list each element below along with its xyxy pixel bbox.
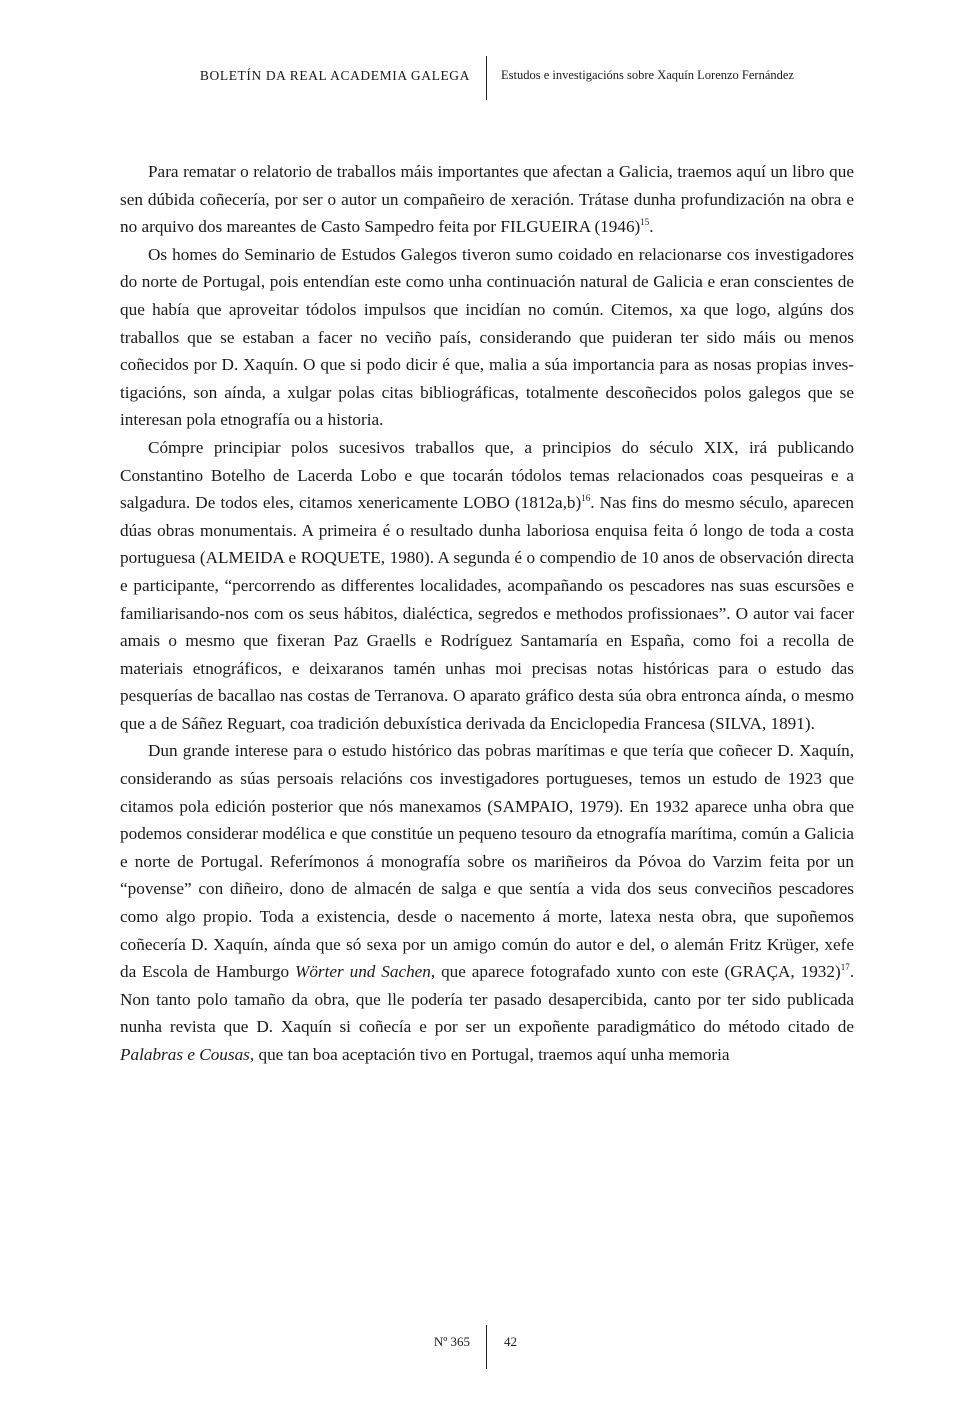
paragraph-2: Os homes do Seminario de Estudos Galegos tiveron sumo coidado en relacionarse cos investigadores do norte de Portugal, pois entendían este como unha continuación natural de Galicia e eran conscientes de que había que aproveitar tódolos impulsos que incidían no común. Citemos, xa que logo, algúns dos traballos que se estaban a facer no veciño país, considerando que puideran ter sido máis ou menos coñecidos por D. Xaquín. O que si podo dicir é que, malia a súa importancia para as nosas propias investigacións, son aínda, a xulgar polas citas bibliográficas, totalmente descoñecidos polos galegos que se interesan pola etnografía ou a historia.	[120, 244, 854, 430]
page-number: 42	[504, 1334, 517, 1349]
footnote-ref-15[interactable]: 15	[640, 217, 650, 228]
page-footer	[0, 1325, 975, 1369]
issue-number: Nº 365	[433, 1334, 470, 1349]
italic-term-palabras-e-cousas: Palabras e Cousas	[120, 1045, 250, 1064]
article-body	[120, 158, 854, 1069]
header-divider	[486, 56, 487, 100]
section-title: Estudos e investigacións sobre Xaquín Lorenzo Fernández	[501, 68, 794, 82]
footnote-ref-17[interactable]: 17	[840, 962, 850, 973]
footer-divider	[486, 1325, 487, 1369]
paragraph-3: Cómpre principiar polos sucesivos traballos que, a principios do século XIX, irá publicando Constantino Botelho de Lacerda Lobo e que tocarán tódolos temas relacionados coas pesqueiras e a salgadura. De todos eles, citamos xenericamente LOBO $(1812a,b)^{16}$. Nas fins do mesmo século, aparecen dúas obras monumentais. A primeira é o resultado dunha laboriosa enquisa feita ó longo de toda a costa portuguesa (ALMEIDA e ROQUETE, 1980). A segunda é o compendio de 10 anos de observación directa e participante, “percorrendo as differentes localidades, acompañando os pescadores nas suas escursões e familiarisando-nos com os seus hábitos, dialéctica, segredos e methodos profissionaes”. O autor vai facer amais o mesmo que fixeran Paz Graells e Rodríguez Santamaría en España, como foi a recolla de materiais etnográficos, e deixaranos tamén unhas moi precisas notas históricas para o estudo das pesquerías de bacallao nas costas de Terranova. O aparato gráfico desta súa obra entronca aínda, o mesmo que a de Sáñez Reguart, coa tradición debuxística derivada da Enciclopedia Francesa (SILVA, 1891).	[120, 437, 854, 733]
paragraph-4: Dun grande interese para o estudo histórico das pobras marítimas e que tería que coñecer D. Xaquín, considerando as súas persoais relacións cos investigadores portugueses, temos un estudo de 1923 que citamos pola edición posterior que nós manexamos (SAMPAIO, 1979). En 1932 aparece unha obra que podemos considerar modélica e que constitúe un pequeno tesouro da etnografía marítima, común a Galicia e norte de Portugal. Referímonos á monografía sobre os mariñeiros da Póvoa do Varzim feita por un “povense” con diñeiro, dono de almacén de salga e que sentía a vida dos seus conveciños pescadores como algo propio. Toda a existencia, desde o nacemento á morte, latexa nesta obra, que supoñemos coñecería D. Xaquín, aínda que só sexa por un amigo común do autor e del, o alemán Fritz Krüger, xefe da Escola de Hamburgo Wörter und Sachen, que aparece fotografado xunto con este (GRAÇA, 1932)$^{17}$. Non tanto polo tamaño da obra, que lle podería ter pasado desapercibida, canto por ter sido publicada nunha revista que D. Xaquín si coñecía e por ser un expoñente paradigmático do método citado de Palabras e Cousas, que tan boa aceptación tivo en Portugal, traemos aquí unha memoria	[120, 741, 855, 1064]
running-header	[0, 56, 975, 100]
journal-title: BOLETÍN DA REAL ACADEMIA GALEGA	[199, 68, 470, 83]
footnote-ref-16[interactable]: 16	[581, 493, 591, 504]
paragraph-1: Para rematar o relatorio de traballos máis importantes que afectan a Galicia, traemos aquí un libro que sen dúbida coñecería, por ser o autor un compañeiro de xeración. Trátase dunha profundización na obra e no arquivo dos mareantes de Casto Sampedro feita por FILGUEIRA $(1946)^{15}$.	[120, 162, 854, 237]
italic-term-worter-und-sachen: Wörter und Sachen	[295, 962, 431, 982]
